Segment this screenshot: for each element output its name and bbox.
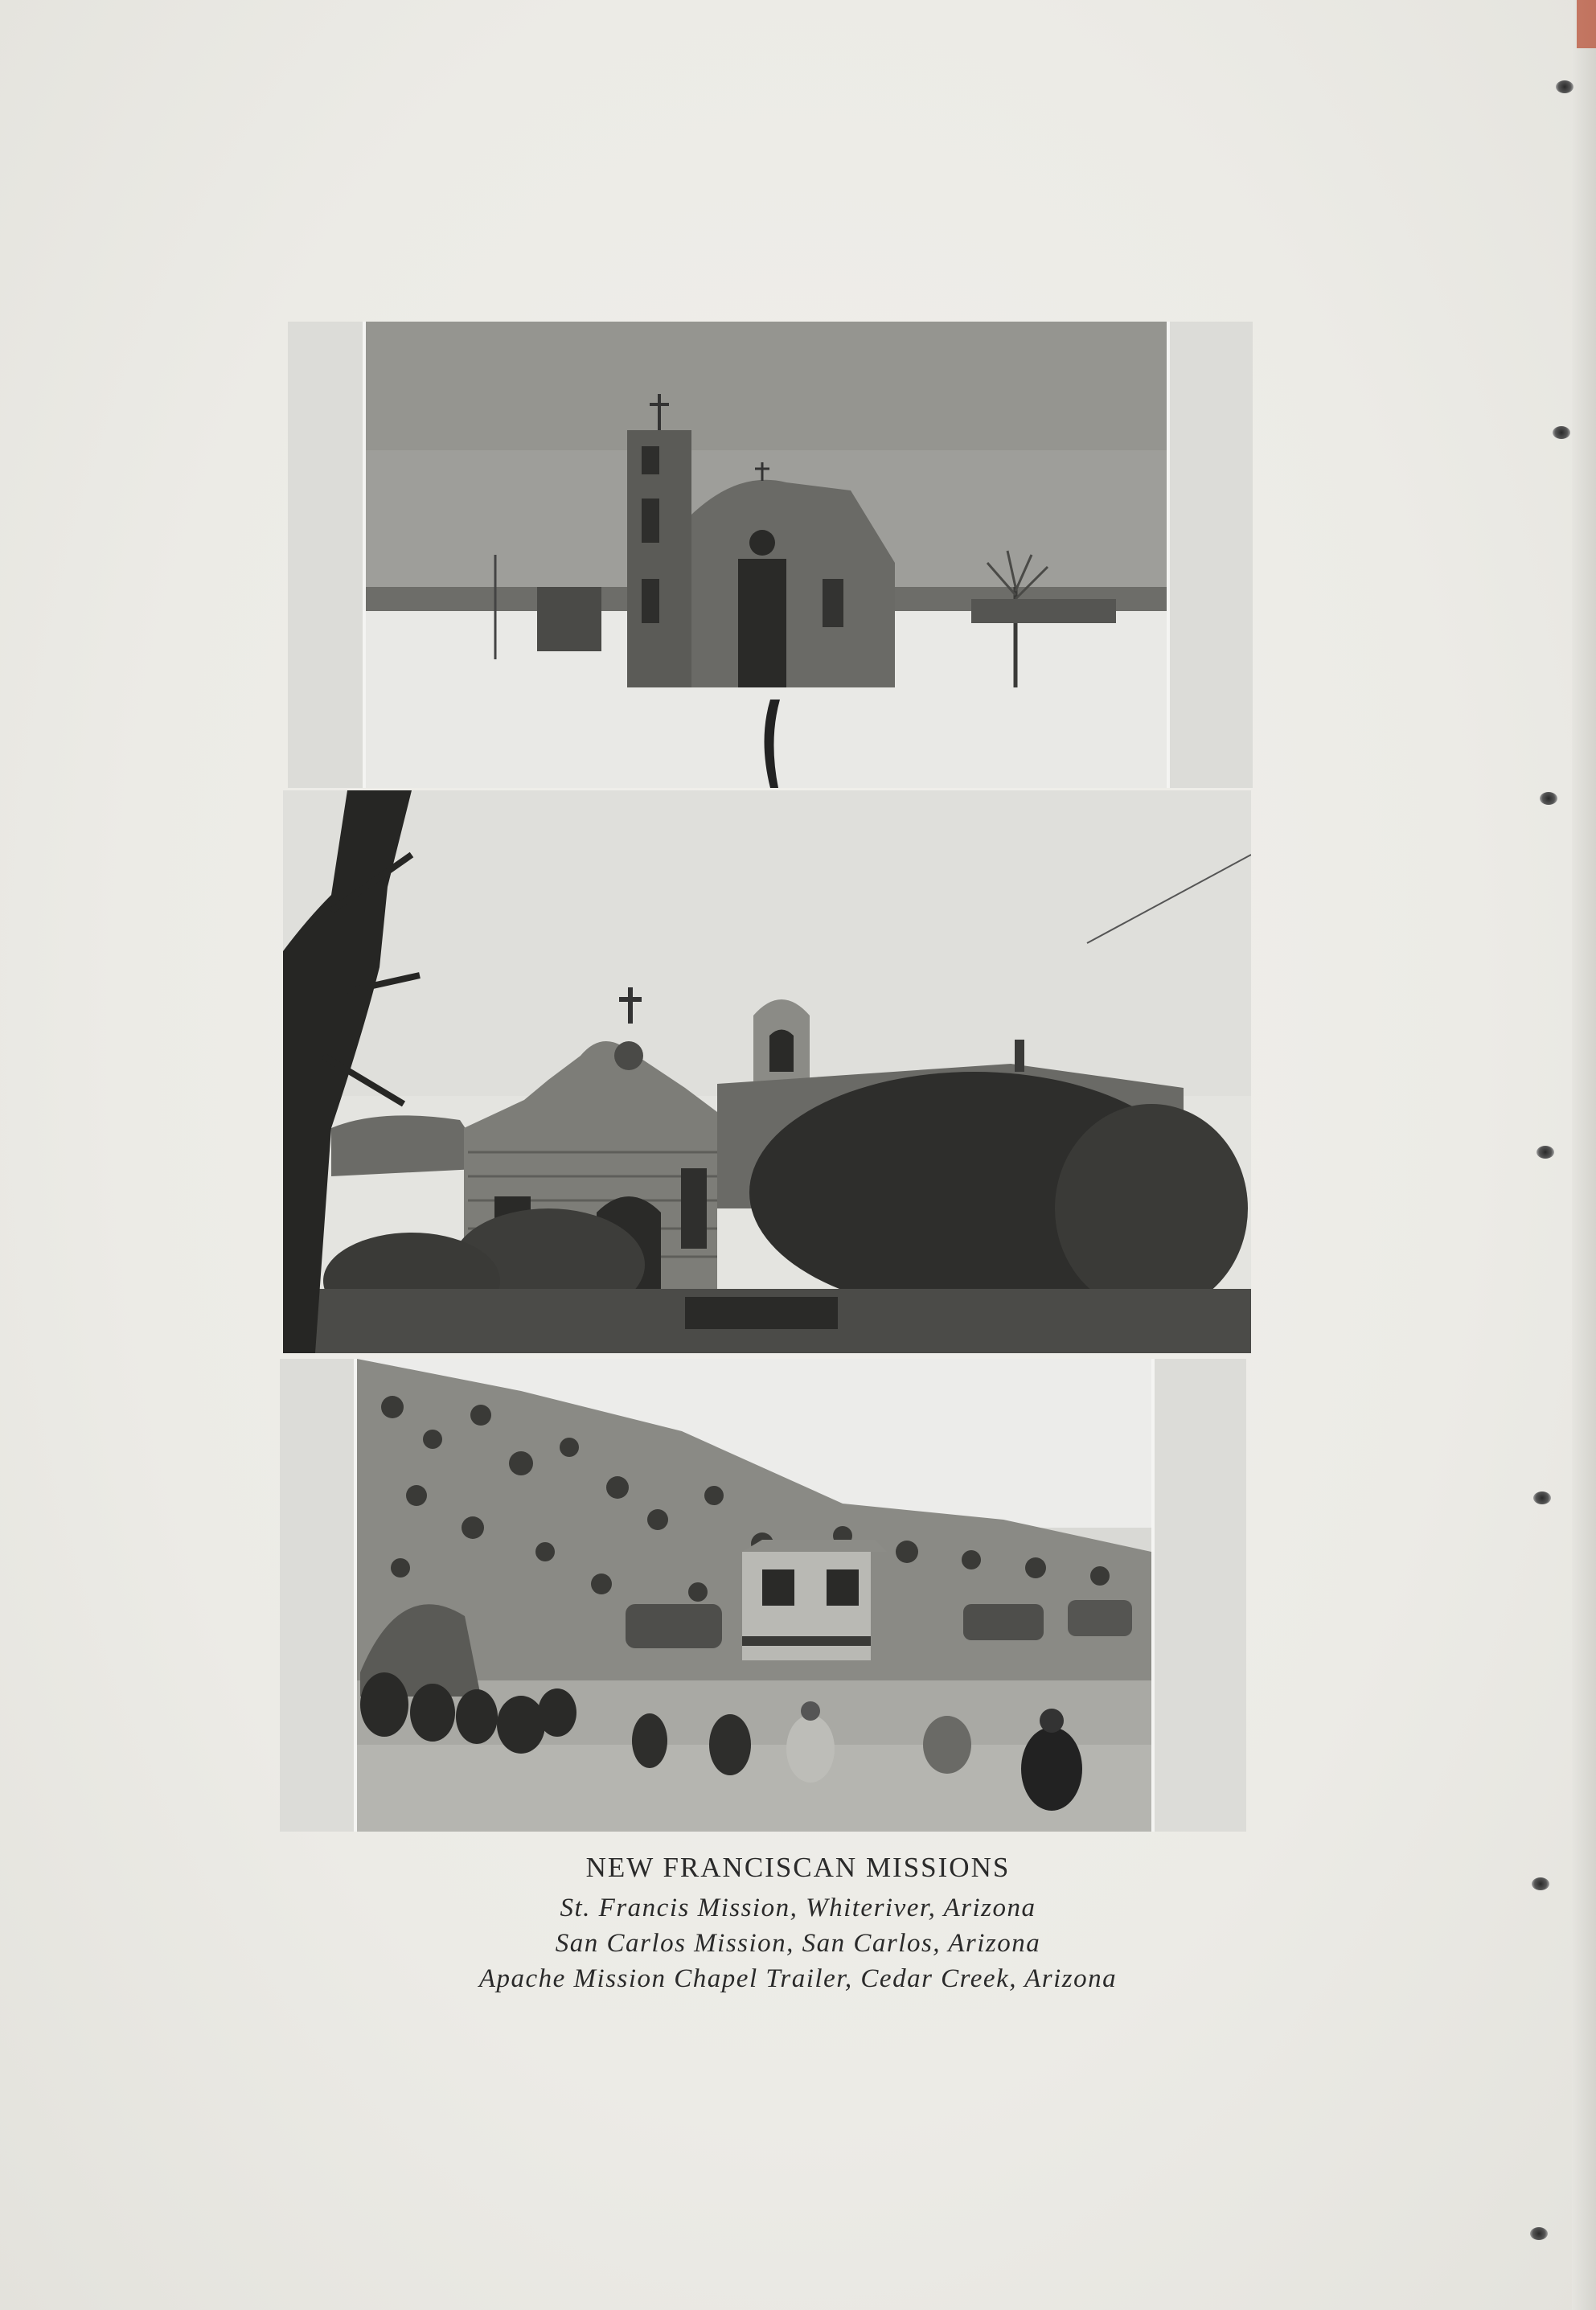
binding-hole [1530,2227,1548,2240]
photo-apache-mission-chapel-trailer [280,1359,1246,1832]
corner-tab [1577,0,1596,48]
binding-hole [1540,792,1557,805]
photo-st-francis-mission [288,322,1253,788]
photo-san-carlos-mission [283,790,1251,1353]
binding-hole [1553,426,1570,439]
caption-title: NEW FRANCISCAN MISSIONS [585,1852,1011,1883]
binding-hole [1556,80,1573,93]
caption-line-st-francis: St. Francis Mission, Whiteriver, Arizona [560,1894,1036,1922]
binding-hole [1533,1491,1551,1504]
caption-line-san-carlos: San Carlos Mission, San Carlos, Arizona [555,1929,1041,1958]
binding-hole [1537,1146,1554,1159]
caption-line-apache-trailer: Apache Mission Chapel Trailer, Cedar Creek, Arizona [478,1964,1118,1993]
